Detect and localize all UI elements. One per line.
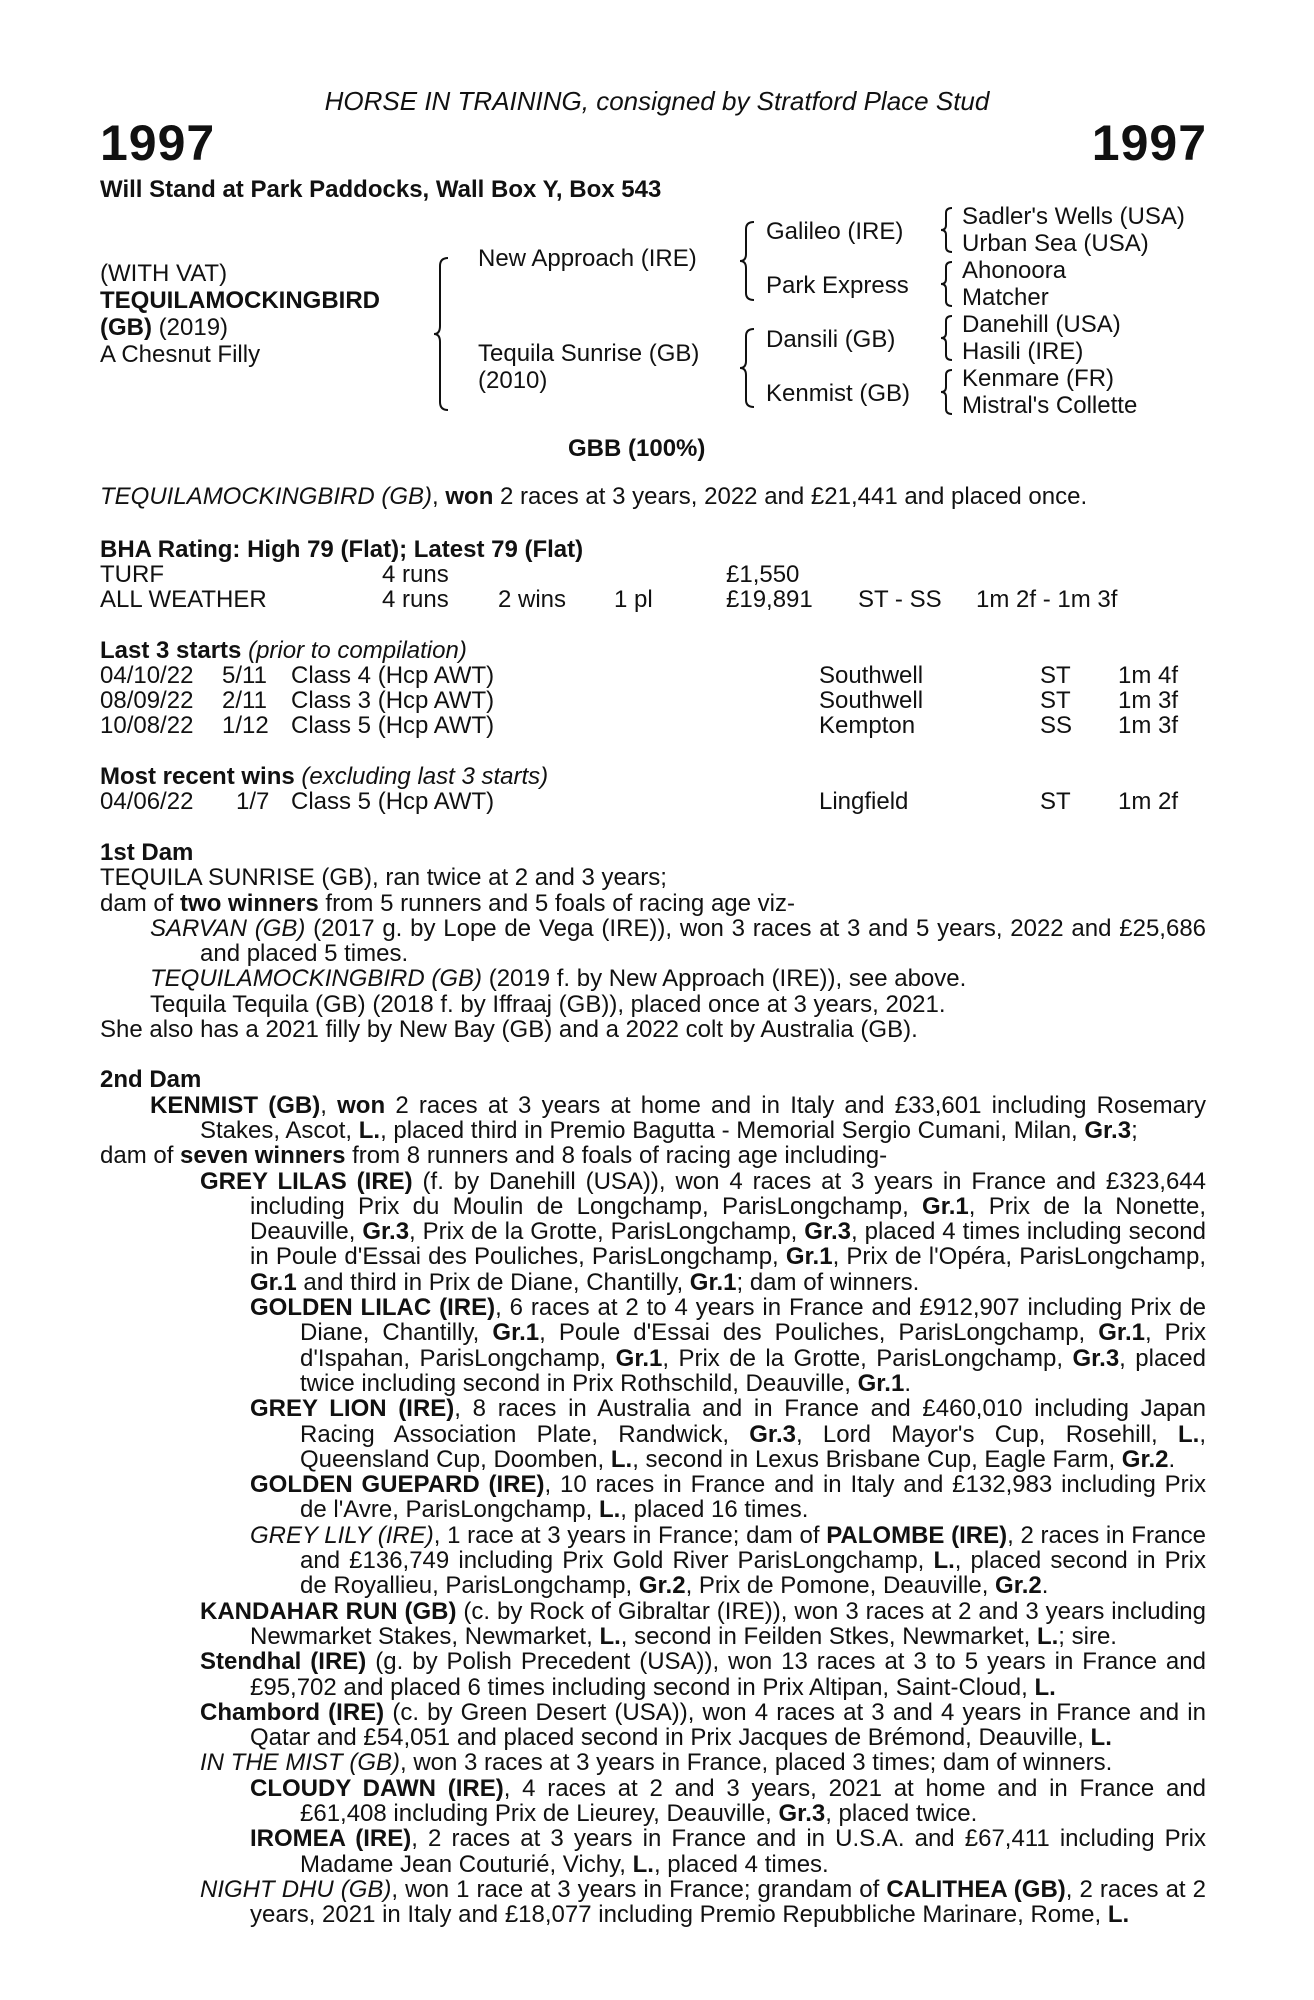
start-class: Class 5 (Hcp AWT) — [291, 712, 495, 739]
group-mark: Gr.1 — [250, 1268, 297, 1296]
text: , 10 races in France and in Italy and £132,983 including Prix de l'Avre, ParisLongchamp, — [300, 1471, 1206, 1524]
recent-course: Lingfield — [819, 788, 909, 815]
progeny-name: CALITHEA (GB) — [886, 1875, 1066, 1903]
dam-of-rest: from 8 runners and 8 foals of racing age including- — [345, 1142, 888, 1170]
recent-distance: 1m 2f — [1118, 788, 1179, 815]
text: ; — [1131, 1116, 1138, 1144]
text: . — [904, 1369, 911, 1397]
progeny-iromea — [100, 1826, 1206, 1877]
pedigree-dam-year: (2010) — [478, 367, 548, 394]
progeny-kandahar-run — [100, 1599, 1206, 1650]
progeny-text: (2019 f. by New Approach (IRE)), see above. — [482, 965, 967, 993]
dam-of-rest: from 5 runners and 5 foals of racing age viz- — [318, 889, 795, 917]
horse-country: (GB) — [100, 314, 152, 341]
sep: , — [320, 1091, 338, 1119]
text: (c. by Rock of Gibraltar (IRE)), won 3 races at 2 and 3 years including Newmarket Stakes, Newmarket, — [250, 1597, 1207, 1650]
text: , second in Feilden Stkes, Newmarket, — [620, 1622, 1037, 1650]
text: , Prix de Pomone, Deauville, — [685, 1572, 996, 1600]
start-course: Southwell — [819, 687, 924, 714]
pedigree-g8: Mistral's Collette — [962, 392, 1138, 419]
progeny-in-the-mist — [100, 1750, 1206, 1775]
pedigree-sire-sire: Galileo (IRE) — [766, 218, 904, 245]
start-class: Class 4 (Hcp AWT) — [291, 662, 495, 689]
progeny-name: IROMEA (IRE) — [250, 1825, 412, 1853]
rating-track: ST - SS — [858, 586, 942, 613]
pedigree-sire: New Approach (IRE) — [478, 245, 697, 272]
group-mark: Gr.1 — [689, 1268, 737, 1296]
dam2-heading: 2nd Dam — [100, 1066, 202, 1094]
horse-description: A Chesnut Filly — [100, 341, 261, 368]
pedigree-sire-dam: Park Express — [766, 272, 909, 299]
start-going: ST — [1040, 662, 1071, 689]
text: , 2 races at 3 years in France and in U.S.A. and £67,411 including Prix Madame Jean Couturié, Vichy, — [300, 1825, 1206, 1878]
progeny-name: GOLDEN GUEPARD (IRE) — [250, 1471, 545, 1499]
listed-mark: L. — [1036, 1622, 1059, 1650]
progeny-name: KANDAHAR RUN (GB) — [200, 1597, 457, 1625]
pedigree-g7: Kenmare (FR) — [962, 365, 1115, 392]
listed-mark: L. — [1178, 1420, 1200, 1448]
start-distance: 1m 3f — [1118, 687, 1179, 714]
dam-sections — [100, 840, 1206, 1927]
group-mark: Gr.1 — [857, 1369, 905, 1397]
start-position: 2/11 — [222, 687, 267, 714]
pedigree-g6: Hasili (IRE) — [962, 338, 1084, 365]
text: , second in Lexus Brisbane Cup, Eagle Farm, — [632, 1445, 1122, 1473]
progeny-stendhal — [100, 1649, 1206, 1700]
group-mark: Gr.1 — [615, 1344, 663, 1372]
listed-mark: L. — [599, 1622, 621, 1650]
listed-mark: L. — [933, 1547, 955, 1575]
group-mark: Gr.1 — [492, 1319, 540, 1347]
text: , Prix de l'Opéra, ParisLongchamp, — [832, 1243, 1206, 1271]
rating-heading: BHA Rating: High 79 (Flat); Latest 79 (Flat) — [100, 536, 584, 563]
pedigree-brace-dd — [940, 368, 954, 416]
recent-note: (excluding last 3 starts) — [294, 763, 549, 790]
text: , placed twice including second in Prix Rothschild, Deauville, — [300, 1344, 1206, 1397]
progeny-name: NIGHT DHU (GB) — [200, 1875, 392, 1903]
start-position: 5/11 — [222, 662, 267, 689]
horse-name: TEQUILAMOCKINGBIRD — [100, 287, 380, 314]
pedigree-dam-dam: Kenmist (GB) — [766, 380, 911, 407]
listed-mark: L. — [1107, 1901, 1130, 1929]
progeny-grey-lily — [100, 1523, 1206, 1599]
recent-class: Class 5 (Hcp AWT) — [291, 788, 495, 815]
rating-earnings: £19,891 — [726, 586, 813, 613]
listed-mark: L. — [1034, 1673, 1056, 1701]
progeny-tequilamockingbird — [100, 966, 1206, 991]
group-mark: Gr.1 — [785, 1243, 833, 1271]
text: , Lord Mayor's Cup, Rosehill, — [795, 1420, 1178, 1448]
lot-number-left: 1997 — [100, 115, 216, 171]
group-mark: Gr.3 — [804, 1218, 851, 1246]
gbb-percentage: GBB (100%) — [568, 435, 706, 462]
text: , placed 4 times. — [653, 1850, 829, 1878]
vat-note: (WITH VAT) — [100, 260, 228, 287]
text: , placed second in Prix de Royallieu, ParisLongchamp, — [300, 1547, 1207, 1600]
group-mark: Gr.2 — [638, 1572, 686, 1600]
winners-count: two winners — [180, 889, 319, 917]
text: 2 races at 3 years at home and in Italy and £33,601 including Rosemary Stakes, Ascot, — [200, 1091, 1206, 1144]
rating-earnings: £1,550 — [726, 561, 800, 588]
dam-of-label: dam of — [100, 889, 181, 917]
recent-heading — [100, 764, 548, 789]
dam1-line: TEQUILA SUNRISE (GB), ran twice at 2 and 3 years; — [100, 864, 667, 892]
last3-heading — [100, 638, 467, 663]
kenmist-won: won — [337, 1091, 386, 1119]
horse-country-year — [100, 314, 228, 341]
listed-mark: L. — [1090, 1724, 1112, 1752]
pedigree-g1: Sadler's Wells (USA) — [962, 203, 1185, 230]
group-mark: Gr.3 — [1072, 1344, 1120, 1372]
progeny-name: Stendhal (IRE) — [200, 1648, 367, 1676]
progeny-text: (2017 g. by Lope de Vega (IRE)), won 3 races at 3 and 5 years, 2022 and £25,686 and placed 5 times. — [200, 914, 1207, 968]
summary-name: TEQUILAMOCKINGBIRD (GB) — [100, 483, 433, 510]
progeny-golden-lilac — [100, 1295, 1206, 1396]
start-course: Southwell — [819, 662, 924, 689]
start-class: Class 3 (Hcp AWT) — [291, 687, 495, 714]
start-date: 08/09/22 — [100, 687, 194, 714]
text: , won 3 races at 3 years in France, placed 3 times; dam of winners. — [400, 1749, 1113, 1777]
start-position: 1/12 — [222, 712, 269, 739]
pedigree-dam: Tequila Sunrise (GB) — [478, 340, 700, 367]
pedigree-brace-main — [432, 256, 450, 412]
text: , 4 races at 2 and 3 years, 2021 at home and in France and £61,408 including Prix de Lieurey, Deauville, — [300, 1774, 1206, 1827]
text: , Prix de la Grotte, ParisLongchamp, — [409, 1218, 805, 1246]
rating-runs: 4 runs — [382, 586, 449, 613]
start-course: Kempton — [819, 712, 916, 739]
pedigree-g5: Danehill (USA) — [962, 311, 1121, 338]
last3-note: (prior to compilation) — [241, 637, 467, 664]
pedigree-g4: Matcher — [962, 284, 1049, 311]
progeny-name: Chambord (IRE) — [200, 1698, 385, 1726]
progeny-cloudy-dawn — [100, 1776, 1206, 1827]
text: , 2 races at 2 years, 2021 in Italy and £18,077 including Premio Repubbliche Marinare, Rome, — [250, 1875, 1206, 1929]
pedigree-brace-ds — [940, 314, 954, 362]
text: , Poule d'Essai des Pouliches, ParisLongchamp, — [539, 1319, 1099, 1347]
progeny-chambord — [100, 1700, 1206, 1751]
recent-title: Most recent wins — [100, 763, 295, 790]
listed-mark: L. — [610, 1445, 633, 1473]
text: , Queensland Cup, Doomben, — [300, 1420, 1206, 1473]
start-date: 10/08/22 — [100, 712, 194, 739]
pedigree-g3: Ahonoora — [962, 257, 1067, 284]
progeny-golden-guepard — [100, 1472, 1206, 1523]
progeny-name: SARVAN (GB) — [150, 914, 306, 942]
text: ; sire. — [1058, 1622, 1117, 1650]
progeny-name: CLOUDY DAWN (IRE) — [250, 1774, 504, 1802]
text: , Prix d'Ispahan, ParisLongchamp, — [300, 1319, 1207, 1372]
pedigree-brace-ss — [940, 206, 954, 254]
group-mark: Gr.2 — [1121, 1445, 1169, 1473]
section-gap — [100, 1042, 1206, 1067]
summary-won: won — [445, 483, 494, 510]
start-going: SS — [1040, 712, 1073, 739]
start-distance: 1m 4f — [1118, 662, 1179, 689]
text: . — [1041, 1572, 1049, 1600]
rating-wins: 2 wins — [498, 586, 567, 613]
consignment-line: HORSE IN TRAINING, consigned by Stratford Place Stud — [324, 86, 990, 116]
text: (g. by Polish Precedent (USA)), won 13 races at 3 to 5 years in France and £95,702 and placed 6 times including second in Prix Altipan, Saint-Cloud, — [250, 1648, 1206, 1701]
rating-surface: TURF — [100, 561, 164, 588]
text: ; dam of winners. — [736, 1268, 920, 1296]
kenmist-record — [100, 1093, 1206, 1144]
progeny-name: TEQUILAMOCKINGBIRD (GB) — [150, 965, 483, 993]
pedigree-brace-sire — [738, 220, 756, 302]
pedigree-brace-sd — [940, 260, 954, 308]
winners-count: seven winners — [180, 1142, 346, 1170]
group-mark: Gr.1 — [922, 1192, 969, 1220]
group-mark: Gr.3 — [362, 1218, 410, 1246]
text: , 8 races in Australia and in France and £460,010 including Japan Racing Association Plate, Randwick, — [300, 1395, 1207, 1448]
progeny-name: GREY LILY (IRE) — [250, 1521, 434, 1549]
dam-of-label: dam of — [100, 1142, 181, 1170]
rating-surface: ALL WEATHER — [100, 586, 267, 613]
start-date: 04/10/22 — [100, 662, 194, 689]
stand-location: Will Stand at Park Paddocks, Wall Box Y, Box 543 — [100, 176, 662, 203]
pedigree-brace-dam — [738, 327, 756, 409]
group-mark: Gr.1 — [1098, 1319, 1145, 1347]
rating-distance: 1m 2f - 1m 3f — [976, 586, 1118, 613]
text: , placed twice. — [825, 1799, 978, 1827]
dam2-dam-of — [100, 1143, 1206, 1168]
text: , placed 16 times. — [620, 1496, 809, 1524]
group-mark: Gr.3 — [778, 1799, 826, 1827]
text: , Prix de la Nonette, Deauville, — [250, 1192, 1207, 1246]
text: (c. by Green Desert (USA)), won 4 races at 3 and 4 years in France and in Qatar and £54,051 and placed second in Prix Jacques de Brémond, Deauville, — [250, 1698, 1206, 1752]
text: , 6 races at 2 to 4 years in France and £912,907 including Prix de Diane, Chantilly, — [300, 1294, 1207, 1347]
progeny-grey-lilas — [100, 1169, 1206, 1295]
start-going: ST — [1040, 687, 1071, 714]
summary-rest: 2 races at 3 years, 2022 and £21,441 and placed once. — [493, 483, 1088, 510]
pedigree-dam-sire: Dansili (GB) — [766, 326, 896, 353]
progeny-grey-lion — [100, 1396, 1206, 1472]
rating-runs: 4 runs — [382, 561, 449, 588]
dam1-also: She also has a 2021 filly by New Bay (GB) and a 2022 colt by Australia (GB). — [100, 1016, 918, 1044]
group-mark: Gr.3 — [749, 1420, 796, 1448]
dam1-dam-of — [100, 891, 1206, 916]
listed-mark: L. — [358, 1116, 381, 1144]
progeny-sarvan — [100, 916, 1206, 967]
recent-going: ST — [1040, 788, 1071, 815]
text: . — [1168, 1445, 1176, 1473]
rating-placed: 1 pl — [614, 586, 653, 613]
listed-mark: L. — [598, 1496, 621, 1524]
group-mark: Gr.3 — [1084, 1116, 1132, 1144]
listed-mark: L. — [632, 1850, 654, 1878]
recent-date: 04/06/22 — [100, 788, 194, 815]
progeny-night-dhu — [100, 1877, 1206, 1928]
text: , 1 race at 3 years in France; dam of — [433, 1521, 827, 1549]
text: (f. by Danehill (USA)), won 4 races at 3 years in France and £323,644 including Prix du Moulin de Longchamp, ParisLongchamp, — [250, 1167, 1206, 1220]
race-summary: TEQUILAMOCKINGBIRD (GB), won 2 races at 3 years, 2022 and £21,441 and placed once. — [100, 483, 1088, 510]
dam1-heading: 1st Dam — [100, 839, 194, 866]
horse-year: (2019) — [151, 314, 229, 341]
kenmist-name: KENMIST (GB) — [150, 1091, 321, 1119]
group-mark: Gr.2 — [995, 1572, 1042, 1600]
text: , won 1 race at 3 years in France; grandam of — [391, 1875, 887, 1903]
progeny-name: GOLDEN LILAC (IRE) — [250, 1294, 496, 1322]
text: , 2 races in France and £136,749 including Prix Gold River ParisLongchamp, — [300, 1521, 1206, 1575]
progeny-tequila-tequila: Tequila Tequila (GB) (2018 f. by Iffraaj (GB)), placed once at 3 years, 2021. — [150, 990, 946, 1018]
progeny-name: PALOMBE (IRE) — [826, 1521, 1008, 1549]
text: , Prix de la Grotte, ParisLongchamp, — [662, 1344, 1073, 1372]
progeny-name: GREY LION (IRE) — [250, 1395, 455, 1423]
progeny-name: IN THE MIST (GB) — [200, 1749, 400, 1777]
text: and third in Prix de Diane, Chantilly, — [296, 1268, 690, 1296]
text: , placed third in Premio Bagutta - Memorial Sergio Cumani, Milan, — [380, 1116, 1085, 1144]
progeny-name: GREY LILAS (IRE) — [200, 1167, 413, 1195]
pedigree-g2: Urban Sea (USA) — [962, 230, 1149, 257]
last3-title: Last 3 starts — [100, 637, 242, 664]
start-distance: 1m 3f — [1118, 712, 1179, 739]
text: , placed 4 times including second in Poule d'Essai des Pouliches, ParisLongchamp, — [250, 1218, 1206, 1271]
recent-position: 1/7 — [236, 788, 270, 815]
lot-number-right: 1997 — [1091, 115, 1207, 171]
